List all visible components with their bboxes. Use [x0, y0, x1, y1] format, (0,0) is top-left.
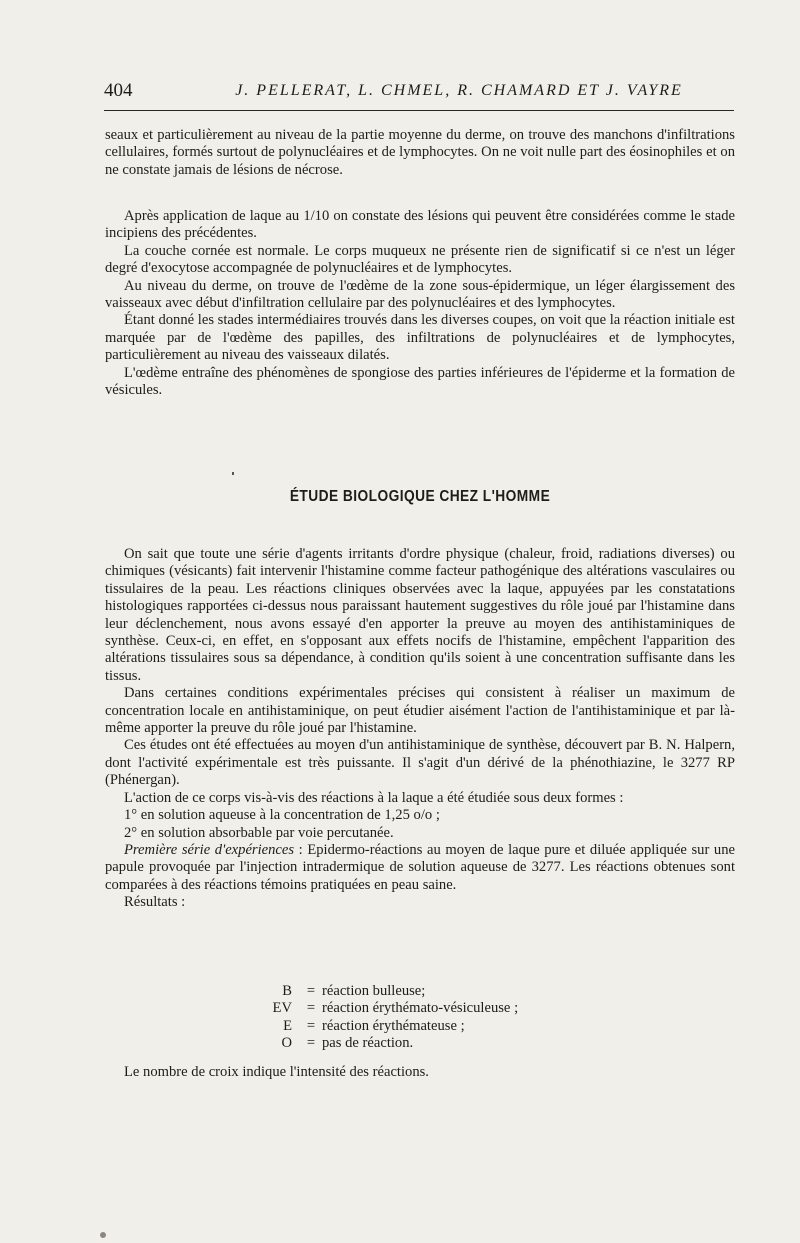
biological-study-section	[105, 546, 735, 912]
continuation-paragraph	[105, 127, 735, 179]
closing-line: Le nombre de croix indique l'intensité des réactions.	[124, 1064, 429, 1080]
paragraph-text: : Epidermo-réactions au moyen de laque pure et diluée appliquée sur une papule provoquée par l'injection intradermique de solution aqueuse de 3277. Les réactions obtenues sont comparées à des réactions témoins pratiquées en peau saine.	[105, 841, 736, 893]
paragraph	[105, 842, 735, 894]
list-item: 1° en solution aqueuse à la concentration de 1,25 o/o ;	[124, 807, 440, 824]
legend-description: réaction érythémato-vésiculeuse ;	[322, 1000, 519, 1017]
paragraph: seaux et particulièrement au niveau de la partie moyenne du derme, on trouve des manchons d'infiltrations cellulaires, formés surtout de polynucléaires et de lymphocytes. On ne voit nulle part des éosinophiles et on ne constate jamais de lésions de nécrose.	[105, 127, 735, 178]
paragraph: La couche cornée est normale. Le corps muqueux ne présente rien de significatif si ce n'est un léger degré d'exocytose accompagnée de polynucléaires et de lymphocytes.	[105, 242, 735, 277]
paragraph: Après application de laque au 1/10 on constate des lésions qui peuvent être considérées comme le stade incipiens des précédentes.	[105, 208, 735, 242]
section-heading: ÉTUDE BIOLOGIQUE CHEZ L'HOMME	[289, 488, 551, 505]
legend-description: réaction érythémateuse ;	[322, 1017, 465, 1034]
legend-row	[258, 1000, 518, 1017]
legend-row	[258, 983, 518, 1000]
paragraph: Étant donné les stades intermédiaires trouvés dans les diverses coupes, on voit que la réaction initiale est marquée par de l'œdème des papilles, des infiltrations de polynucléaires et de lymphocytes, particulièrement au niveau des vaisseaux dilatés.	[105, 312, 735, 364]
paragraph: Dans certaines conditions expérimentales précises qui consistent à réaliser un maximum de concentration locale en antihistaminique, on peut étudier aisément l'action de l'antihistaminique et par là-même apporter la preuve du rôle joué par l'histamine.	[105, 685, 735, 737]
legend-equals: =	[306, 983, 316, 999]
legend-description: réaction bulleuse;	[322, 983, 426, 999]
paragraph: L'action de ce corps vis-à-vis des réactions à la laque a été étudiée sous deux formes :	[124, 789, 624, 806]
legend-code: EV	[272, 1000, 292, 1017]
running-head: J. PELLERAT, L. CHMEL, R. CHAMARD ET J. VAYRE	[235, 82, 683, 99]
legend-code: E	[283, 1017, 292, 1034]
legend-description: pas de réaction.	[322, 1035, 414, 1052]
paragraph: Au niveau du derme, on trouve de l'œdème de la zone sous-épidermique, un léger élargissement des vaisseaux avec début d'infiltration cellulaire par des polynucléaires et des lymphocytes.	[105, 277, 735, 312]
paragraph: L'œdème entraîne des phénomènes de spongiose des parties inférieures de l'épiderme et la formation de vésicules.	[105, 364, 735, 399]
legend-equals: =	[306, 1000, 316, 1017]
histology-section	[105, 208, 735, 399]
experiment-series-title: Première série d'expériences	[124, 841, 295, 858]
legend-row	[258, 1035, 518, 1052]
paragraph: On sait que toute une série d'agents irritants d'ordre physique (chaleur, froid, radiations diverses) ou chimiques (vésicants) fait intervenir l'histamine comme facteur pathogénique des altérations vasculaires ou tissulaires de la peau. Les réactions cliniques observées avec la laque, appuyées par les constatations histologiques rapportées ci-dessus nous paraissant hautement suggestives du rôle joué par l'histamine dans leur déclenchement, nous avons essayé d'en apporter la preuve au moyen des antihistaminiques de synthèse. Ceux-ci, en effet, en s'opposant aux effets nocifs de l'histamine, empêchent l'apparition des altérations tissulaires sous sa dépendance, à condition qu'ils soient à une concentration suffisante dans les tissus.	[105, 546, 735, 684]
legend-equals: =	[306, 1017, 316, 1034]
results-label: Résultats :	[124, 894, 186, 911]
results-legend	[258, 983, 518, 1053]
printing-speck	[232, 472, 234, 475]
legend-code: O	[281, 1035, 292, 1052]
page-header	[104, 80, 734, 111]
legend-code: B	[282, 983, 292, 999]
list-item: 2° en solution absorbable par voie percutanée.	[124, 824, 394, 841]
paper-speck	[100, 1232, 106, 1238]
paragraph: Ces études ont été effectuées au moyen d'un antihistaminique de synthèse, découvert par B. N. Halpern, dont l'activité expérimentale est très puissante. Il s'agit d'un dérivé de la phénothiazine, le 3277 RP (Phénergan).	[105, 737, 735, 789]
legend-row	[258, 1018, 518, 1035]
legend-equals: =	[306, 1035, 316, 1052]
page-number: 404	[104, 80, 133, 101]
